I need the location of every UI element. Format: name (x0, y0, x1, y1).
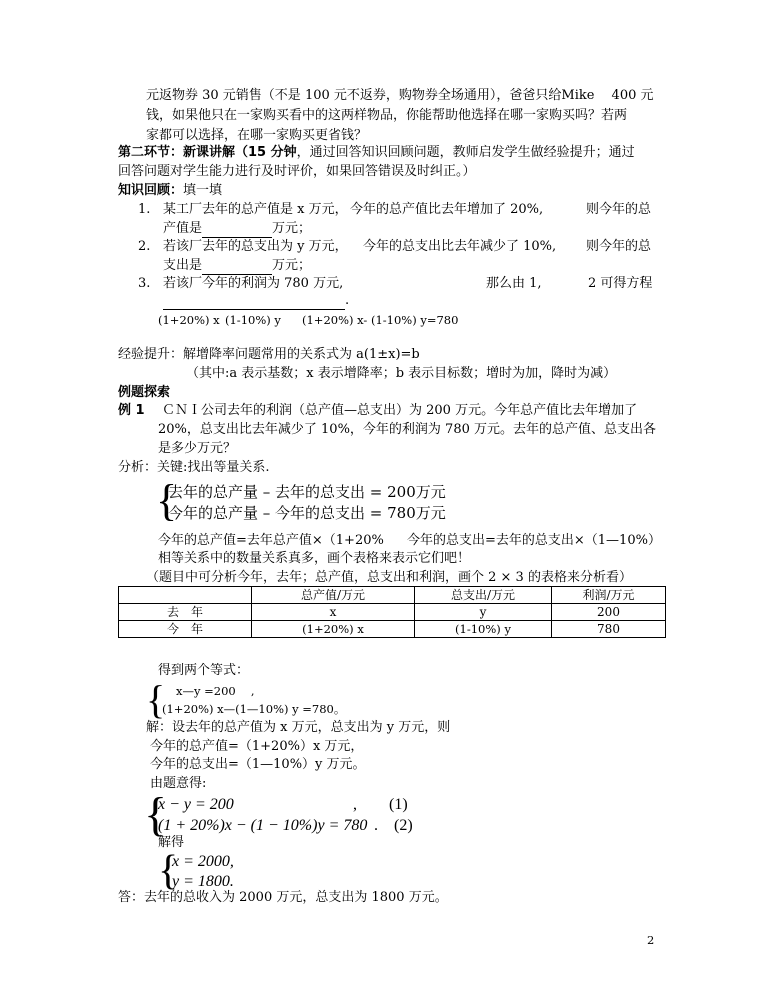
table-header-cell: 利润/万元 (552, 587, 666, 604)
review-item-1-fill (163, 220, 311, 238)
review-item-1-num: 1. (138, 202, 151, 217)
system-2-eq-b-tag: . (2) (374, 817, 413, 834)
solution-let: 解：设去年的总产值为 x 万元，总支出为 y 万元，则 (146, 720, 451, 735)
table-cell: 200 (552, 604, 666, 621)
table-header-cell (119, 587, 252, 604)
table-header-cell: 总支出/万元 (415, 587, 552, 604)
review-item-3-suffix: . (345, 293, 350, 308)
answer-1: (1+20%) x (158, 313, 220, 327)
solution-by-meaning: 由题意得: (150, 776, 207, 791)
answer-blank-3 (163, 295, 345, 310)
intro-line-3: 家都可以选择，在哪一家购买更省钱？ (146, 128, 368, 143)
review-item-3-a: 若该厂今年的利润为 780 万元, (163, 276, 344, 291)
review-item-3-fill (163, 292, 349, 310)
review-item-2-a: 若该厂去年的总支出为 y 万元， (163, 239, 348, 254)
section2-line-2: 回答问题对学生能力进行及时评价，如果回答错误及时纠正。） (118, 164, 476, 179)
review-heading-rest: 填一填 (183, 183, 223, 198)
analysis-eq-2: 今年的总产量 – 今年的总支出 = 780万元 (168, 504, 446, 522)
system-2-eq-a-tag: , (1) (353, 796, 408, 813)
section2-line-1 (118, 144, 635, 162)
answer-blank-1 (202, 223, 272, 238)
system-brace-3: { (144, 788, 168, 841)
example-label: 例 1 (118, 403, 145, 418)
system-1-eq-b: (1+20%) x—(1—10%) y =780。 (162, 702, 346, 716)
answer-2: (1-10%) y (225, 313, 281, 327)
review-item-3-c: 2 可得方程 (588, 276, 653, 291)
intro-line-1: 元返物券 30 元销售（不是 100 元不返券，购物券全场通用），爸爸只给Mike 400 元 (146, 88, 654, 103)
system-brace-4: { (158, 848, 179, 894)
solve-label: 解得 (158, 835, 185, 850)
two-equations-label: 得到两个等式： (158, 663, 250, 678)
table-cell: 去 年 (119, 604, 252, 621)
review-item-2-suffix: 万元； (272, 258, 312, 273)
relation-4: （题目中可分析今年，去年；总产值，总支出和利润，画个 2 × 3 的表格来分析看） (146, 570, 632, 585)
analysis-eq-1: 去年的总产量 – 去年的总支出 = 200万元 (168, 483, 446, 501)
table-cell: 今 年 (119, 621, 252, 638)
table-row (119, 604, 666, 621)
review-item-2-c: 则今年的总 (586, 239, 652, 254)
relation-2: 今年的总支出=去年的总支出×（1—10%） (407, 533, 661, 548)
table-cell: (1+20%) x (252, 621, 415, 638)
example-heading: 例题探索 (118, 385, 171, 400)
review-item-2-b: 今年的总支出比去年减少了 10%, (363, 239, 557, 254)
section2-heading: 第二环节：新课讲解（15 分钟 (118, 145, 297, 160)
final-answer: 答：去年的总收入为 2000 万元，总支出为 1800 万元。 (118, 890, 448, 905)
review-item-1-c: 则今年的总 (586, 202, 652, 217)
example-line-3: 是多少万元？ (158, 441, 237, 456)
system-brace-1: { (156, 476, 178, 525)
solution-this-exp: 今年的总支出=（1—10%）y 万元。 (150, 757, 366, 772)
system-1-eq-a: x—y =200 , (176, 684, 255, 698)
review-item-2-prefix: 支出是 (163, 258, 203, 273)
review-item-2-num: 2. (138, 239, 151, 254)
table-row (119, 621, 666, 638)
table-cell: (1-10%) y (415, 621, 552, 638)
system-brace-2: { (146, 677, 166, 722)
analysis-line: 分析：关键:找出等量关系. (118, 460, 270, 475)
table-cell: x (252, 604, 415, 621)
review-item-1-a: 某工厂去年的总产值是 x 万元， (163, 202, 348, 217)
intro-line-2: 钱，如果他只在一家购买看中的这两样物品，你能帮助他选择在哪一家购买吗？若两 (146, 108, 628, 123)
system-2-eq-b: (1 + 20%)x − (1 − 10%)y = 780 (158, 817, 368, 834)
relation-1: 今年的总产值=去年总产值×（1+20% (158, 533, 384, 548)
experience-line-2: （其中:a 表示基数；x 表示增降率；b 表示目标数；增时为加，降时为减） (186, 366, 617, 381)
answer-3: (1+20%) x- (1-10%) y=780 (302, 313, 459, 327)
review-item-1-suffix: 万元； (272, 221, 312, 236)
review-heading-line (118, 182, 222, 200)
review-item-1-b: 今年的总产值比去年增加了 20%, (350, 202, 544, 217)
review-item-3-num: 3. (138, 276, 151, 291)
table-header-row (119, 587, 666, 604)
table-header-cell: 总产值/万元 (252, 587, 415, 604)
section2-text: ，通过回答知识回顾问题，教师启发学生做经验提升；通过 (296, 145, 635, 160)
solution-y: y = 1800. (172, 873, 234, 890)
example-line-1: ＣＮＩ公司去年的利润（总产值—总支出）为 200 万元。今年总产值比去年增加了 (162, 403, 638, 418)
table-cell: 780 (552, 621, 666, 638)
review-item-2-fill (163, 257, 311, 275)
table-cell: y (415, 604, 552, 621)
solution-x: x = 2000, (172, 853, 234, 870)
answer-blank-2 (202, 260, 272, 275)
relation-3: 相等关系中的数量关系真多，画个表格来表示它们吧！ (158, 551, 471, 566)
review-item-1-prefix: 产值是 (163, 221, 203, 236)
analysis-table (118, 586, 666, 638)
system-2-eq-a: x − y = 200 (158, 796, 234, 813)
review-item-3-b: 那么由 1, (486, 276, 542, 291)
example-line-2: 20%，总支出比去年减少了 10%，今年的利润为 780 万元。去年的总产值、总支出各 (158, 422, 656, 437)
page-number: 2 (647, 933, 655, 947)
solution-this-prod: 今年的总产值=（1+20%）x 万元， (150, 739, 364, 754)
experience-line-1: 经验提升：解增降率问题常用的关系式为 a(1±x)=b (118, 347, 420, 362)
review-heading: 知识回顾： (118, 183, 184, 198)
